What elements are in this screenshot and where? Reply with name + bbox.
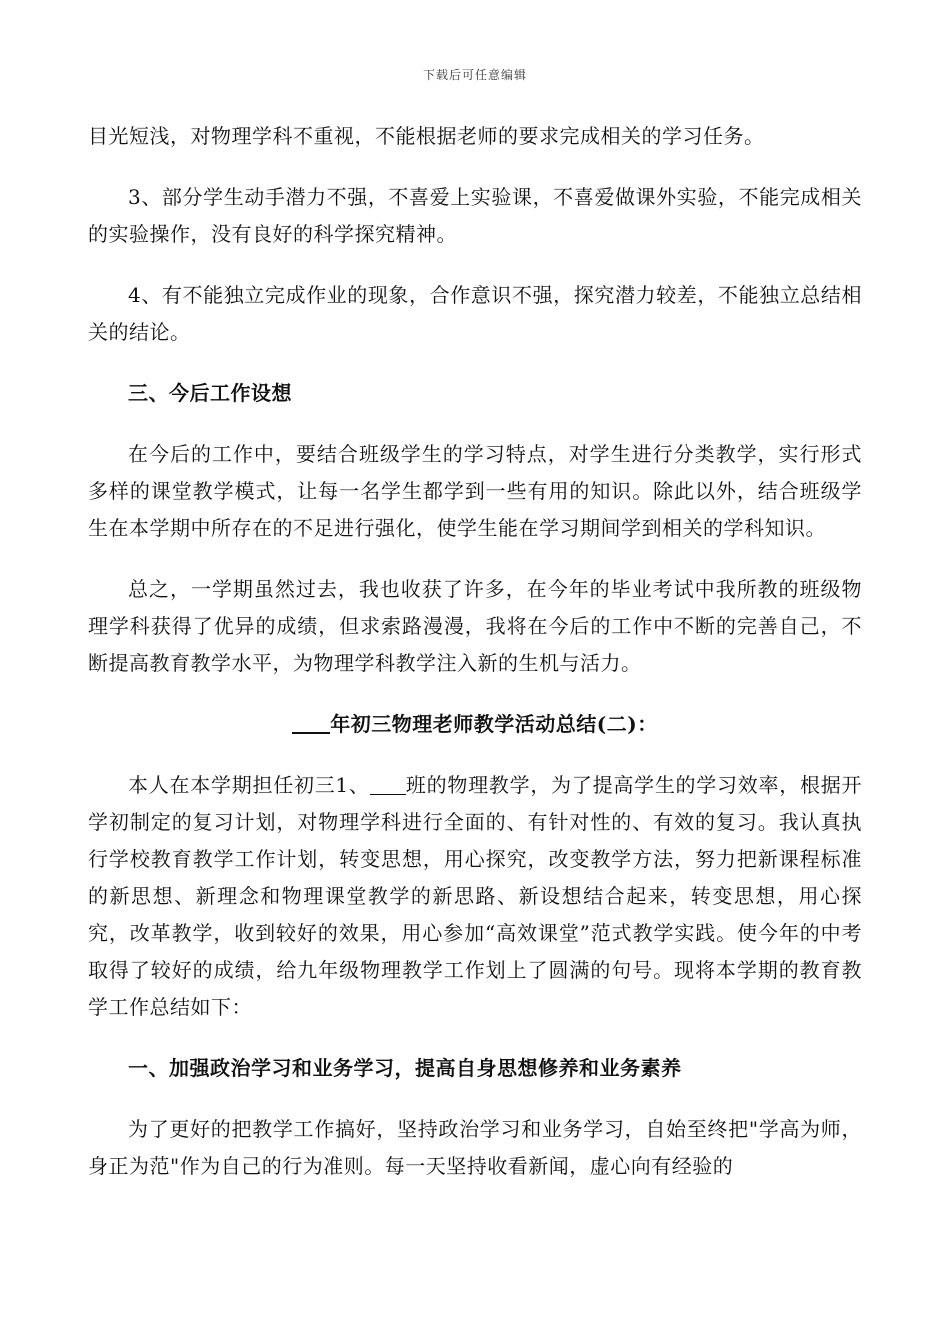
header-note: 下载后可任意编辑 xyxy=(422,68,527,82)
summary-title xyxy=(88,706,862,743)
class-number-blank xyxy=(370,774,406,795)
paragraph-item-3: 3、部分学生动手潜力不强，不喜爱上实验课，不喜爱做课外实验，不能完成相关的实验操作，没有良好的科学探究精神。 xyxy=(88,185,862,246)
intro-text-after: 班的物理教学，为了提高学生的学习效率，根据开学初制定的复习计划，对物理学科进行全面的、有针对性的、有效的复习。我认真执行学校教育教学工作计划，转变思想，用心探究，改变教学方法，努力把新课程标准的新思想、新理念和物理课堂教学的新思路、新设想结合起来，转变思想，用心探究，改革教学，收到较好的效果，用心参加“高效课堂”范式教学实践。使今年的中考取得了较好的成绩，给九年级物理教学工作划上了圆满的句号。现将本学期的教育教学工作总结如下： xyxy=(88,773,863,1019)
paragraph-continuation: 目光短浅，对物理学科不重视，不能根据老师的要求完成相关的学习任务。 xyxy=(88,124,765,148)
paragraph-item-4: 4、有不能独立完成作业的现象，合作意识不强，探究潜力较差，不能独立总结相关的结论。 xyxy=(88,283,862,344)
paragraph-future-work: 在今后的工作中，要结合班级学生的学习特点，对学生进行分类教学，实行形式多样的课堂教学模式，让每一名学生都学到一些有用的知识。除此以外，结合班级学生在本学期中所存在的不足进行强化，使学生能在学习期间学到相关的学科知识。 xyxy=(88,442,862,540)
intro-text-before: 本人在本学期担任初三1、 xyxy=(128,773,370,797)
document-body xyxy=(88,118,862,1209)
section-heading-study: 一、加强政治学习和业务学习，提高自身思想修养和业务素养 xyxy=(128,1056,682,1080)
paragraph-conclusion: 总之，一学期虽然过去，我也收获了许多，在今年的毕业考试中我所教的班级物理学科获得了优异的成绩，但求索路漫漫，我将在今后的工作中不断的完善自己，不断提高教育教学水平，为物理学科教学注入新的生机与活力。 xyxy=(88,577,862,675)
paragraph-study: 为了更好的把教学工作搞好，坚持政治学习和业务学习，自始至终把"学高为师，身正为范"作为自己的行为准则。每一天坚持收看新闻，虚心向有经验的 xyxy=(88,1117,862,1178)
paragraph-intro xyxy=(88,767,862,1026)
section-heading-future-plans: 三、今后工作设想 xyxy=(128,381,292,405)
summary-title-text: 年初三物理老师教学活动总结(二)： xyxy=(330,712,658,736)
title-blank-line xyxy=(292,710,330,734)
